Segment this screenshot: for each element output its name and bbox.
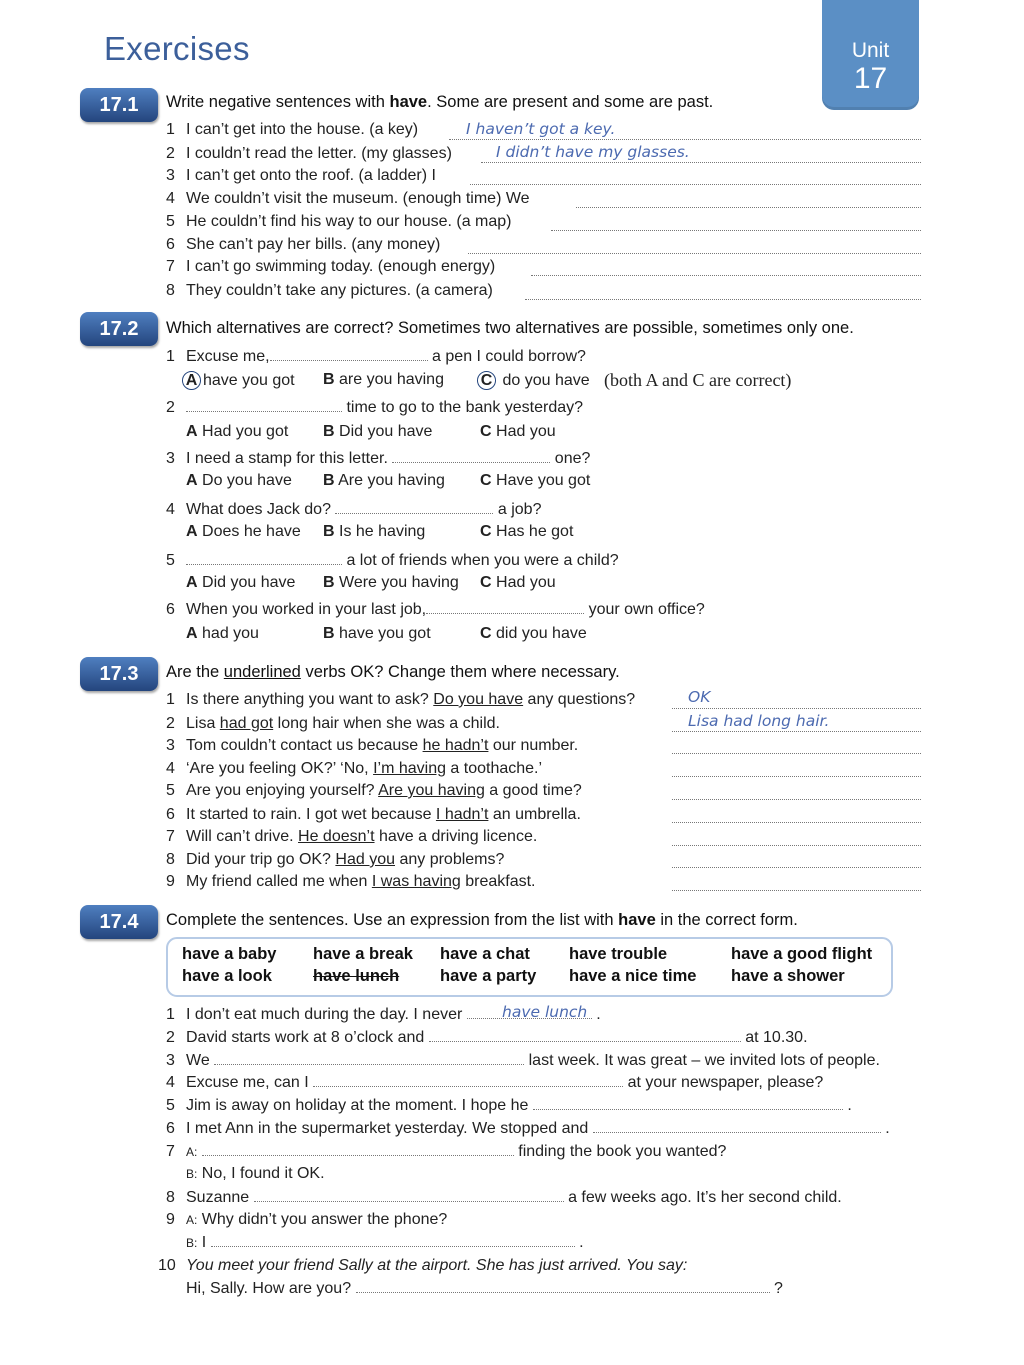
ex3-item-5: 5 Are you enjoying yourself? Are you having a good time? bbox=[166, 782, 582, 799]
ex3-item-7: 7 Will can’t drive. He doesn’t have a driving licence. bbox=[166, 828, 538, 845]
ex3-item-2: 2 Lisa had got long hair when she was a child. bbox=[166, 715, 500, 732]
page-title: Exercises bbox=[104, 30, 250, 67]
ex1-item-3: 3 I can’t get onto the roof. (a ladder) I bbox=[166, 167, 436, 184]
ex1-item-4: 4 We couldn’t visit the museum. (enough time) We bbox=[166, 190, 530, 207]
exercise-instruction-17-4: Complete the sentences. Use an expression from the list with have in the correct form. bbox=[166, 911, 798, 929]
answer-line[interactable] bbox=[672, 844, 921, 846]
ex3-item-4: 4 ‘Are you feeling OK?’ ‘No, I’m having a toothache.’ bbox=[166, 760, 543, 777]
phrase: have a look bbox=[182, 967, 272, 985]
ex4-item-4: 4 Excuse me, can I at your newspaper, please? bbox=[166, 1074, 824, 1091]
ex2-4-option-b[interactable]: B Is he having bbox=[323, 523, 426, 540]
ex2-6-option-b[interactable]: B have you got bbox=[323, 625, 431, 642]
exercise-badge-17-2: 17.2 bbox=[80, 312, 158, 346]
exercise-instruction-17-2: Which alternatives are correct? Sometimes two alternatives are possible, sometimes only one. bbox=[166, 319, 854, 337]
handwritten-answer: OK bbox=[688, 688, 711, 706]
answer-line[interactable] bbox=[525, 298, 921, 300]
ex4-item-7: 7 A: finding the book you wanted? bbox=[166, 1143, 727, 1160]
exercise-badge-17-1: 17.1 bbox=[80, 88, 158, 122]
ex2-item-4: 4 What does Jack do? a job? bbox=[166, 501, 542, 518]
ex2-3-option-c[interactable]: C Have you got bbox=[480, 472, 591, 489]
ex1-item-5: 5 He couldn’t find his way to our house. (a map) bbox=[166, 213, 512, 230]
handwritten-answer: I didn’t have my glasses. bbox=[496, 143, 690, 161]
exercise-instruction-17-1: Write negative sentences with have. Some are present and some are past. bbox=[166, 93, 714, 111]
answer-line[interactable] bbox=[672, 821, 921, 823]
answer-line[interactable] bbox=[576, 206, 921, 208]
ex3-item-8: 8 Did your trip go OK? Had you any problems? bbox=[166, 851, 505, 868]
phrase: have a baby bbox=[182, 945, 277, 963]
ex4-item-6: 6 I met Ann in the supermarket yesterday. We stopped and . bbox=[166, 1120, 890, 1137]
ex3-item-9: 9 My friend called me when I was having breakfast. bbox=[166, 873, 536, 890]
ex2-2-option-c[interactable]: C Had you bbox=[480, 423, 556, 440]
ex2-5-option-b[interactable]: B Were you having bbox=[323, 574, 459, 591]
ex1-item-6: 6 She can’t pay her bills. (any money) bbox=[166, 236, 441, 253]
ex2-item-6: 6 When you worked in your last job, your own office? bbox=[166, 601, 705, 618]
answer-line[interactable] bbox=[470, 183, 921, 185]
answer-line[interactable] bbox=[551, 229, 921, 231]
ex2-item-3: 3 I need a stamp for this letter. one? bbox=[166, 450, 591, 467]
phrase: have a break bbox=[313, 945, 413, 963]
phrase: have a nice time bbox=[569, 967, 697, 985]
unit-number: 17 bbox=[853, 62, 888, 95]
ex3-item-1: 1 Is there anything you want to ask? Do you have any questions? bbox=[166, 691, 636, 708]
phrase: have a shower bbox=[731, 967, 845, 985]
ex2-1-option-c[interactable]: C do you have bbox=[477, 371, 590, 390]
answer-line[interactable] bbox=[672, 707, 921, 709]
answer-line[interactable] bbox=[672, 775, 921, 777]
ex1-item-1: 1 I can’t get into the house. (a key) bbox=[166, 121, 419, 138]
answer-line[interactable] bbox=[672, 866, 921, 868]
answer-line[interactable] bbox=[672, 798, 921, 800]
ex4-item-5: 5 Jim is away on holiday at the moment. I hope he . bbox=[166, 1097, 852, 1114]
phrase-crossed-out: have lunch bbox=[313, 967, 400, 985]
answer-line[interactable] bbox=[531, 274, 921, 276]
ex2-2-option-a[interactable]: A Had you got bbox=[186, 423, 289, 440]
answer-line[interactable] bbox=[672, 889, 921, 891]
ex1-item-8: 8 They couldn’t take any pictures. (a camera) bbox=[166, 282, 493, 299]
phrase: have a party bbox=[440, 967, 537, 985]
circled-answer: A bbox=[182, 371, 201, 390]
ex2-item-1: 1 Excuse me, a pen I could borrow? bbox=[166, 348, 586, 365]
ex2-5-option-a[interactable]: A Did you have bbox=[186, 574, 296, 591]
ex2-6-option-c[interactable]: C did you have bbox=[480, 625, 587, 642]
phrase: have a good flight bbox=[731, 945, 873, 963]
ex4-item-1: 1 I don’t eat much during the day. I never . bbox=[166, 1006, 601, 1023]
ex1-item-2: 2 I couldn’t read the letter. (my glasses) bbox=[166, 145, 452, 162]
ex4-item-7-reply: B: No, I found it OK. bbox=[186, 1165, 325, 1182]
circled-answer: C bbox=[477, 371, 496, 390]
answer-line[interactable] bbox=[481, 161, 921, 163]
handwritten-answer: I haven’t got a key. bbox=[466, 120, 616, 138]
ex2-4-option-a[interactable]: A Does he have bbox=[186, 523, 301, 540]
ex4-item-8: 8 Suzanne a few weeks ago. It’s her second child. bbox=[166, 1189, 842, 1206]
exercise-instruction-17-3: Are the underlined verbs OK? Change them where necessary. bbox=[166, 663, 620, 681]
exercise-badge-17-4: 17.4 bbox=[80, 905, 158, 939]
handwritten-answer: have lunch bbox=[502, 1003, 588, 1021]
ex4-item-9-reply: B: I . bbox=[186, 1234, 584, 1251]
unit-tab bbox=[822, 0, 919, 110]
ex4-item-3: 3 We last week. It was great – we invited lots of people. bbox=[166, 1052, 880, 1069]
ex2-1-option-a[interactable]: A have you got bbox=[182, 371, 295, 390]
ex2-6-option-a[interactable]: A had you bbox=[186, 625, 259, 642]
handwritten-note: (both A and C are correct) bbox=[604, 370, 792, 390]
ex2-3-option-b[interactable]: B Are you having bbox=[323, 472, 445, 489]
handwritten-answer: Lisa had long hair. bbox=[688, 712, 830, 730]
exercise-badge-17-3: 17.3 bbox=[80, 657, 158, 691]
unit-label: Unit bbox=[851, 39, 890, 62]
ex1-item-7: 7 I can’t go swimming today. (enough energy) bbox=[166, 258, 496, 275]
answer-line[interactable] bbox=[672, 752, 921, 754]
ex2-5-option-c[interactable]: C Had you bbox=[480, 574, 556, 591]
answer-line[interactable] bbox=[468, 252, 921, 254]
ex4-item-10: 10 You meet your friend Sally at the airport. She has just arrived. You say: bbox=[158, 1257, 688, 1274]
ex2-item-2: 2 time to go to the bank yesterday? bbox=[166, 399, 584, 416]
ex2-1-option-b[interactable]: B are you having bbox=[323, 371, 444, 388]
ex2-item-5: 5 a lot of friends when you were a child? bbox=[166, 552, 619, 569]
ex2-2-option-b[interactable]: B Did you have bbox=[323, 423, 433, 440]
ex4-item-10-line2: Hi, Sally. How are you? ? bbox=[186, 1280, 783, 1297]
phrase: have trouble bbox=[569, 945, 668, 963]
answer-line[interactable] bbox=[449, 138, 921, 140]
ex4-item-9: 9 A: Why didn’t you answer the phone? bbox=[166, 1211, 448, 1228]
ex2-3-option-a[interactable]: A Do you have bbox=[186, 472, 292, 489]
answer-line[interactable] bbox=[672, 730, 921, 732]
ex3-item-3: 3 Tom couldn’t contact us because he hadn’t our number. bbox=[166, 737, 579, 754]
ex2-4-option-c[interactable]: C Has he got bbox=[480, 523, 574, 540]
ex3-item-6: 6 It started to rain. I got wet because I hadn’t an umbrella. bbox=[166, 806, 581, 823]
ex4-item-2: 2 David starts work at 8 o’clock and at 10.30. bbox=[166, 1029, 808, 1046]
phrase: have a chat bbox=[440, 945, 530, 963]
